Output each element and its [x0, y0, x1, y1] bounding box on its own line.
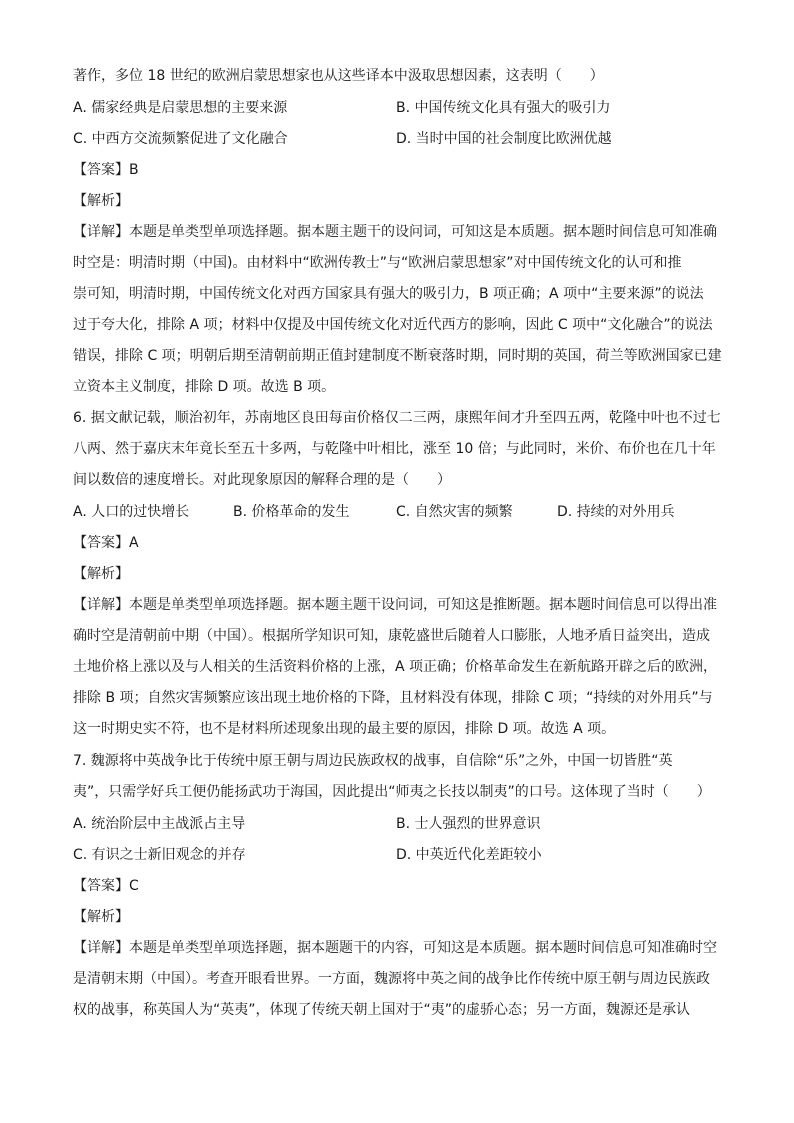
q6-stem-line: 间以数倍的速度增长。对此现象原因的解释合理的是（ ）	[73, 472, 451, 488]
q6-analysis-label: 【解析】	[73, 566, 129, 582]
q5-detail-line: 错误，排除 C 项；明朝后期至清朝前期正值封建制度不断衰落时期，同时期的英国，荷兰等欧洲国家已建	[73, 348, 722, 364]
q6-stem-line: 6. 据文献记载，顺治初年，苏南地区良田每亩价格仅二三两，康熙年间才升至四五两，乾隆中叶也不过七	[73, 410, 721, 426]
q6-option-b: B. 价格革命的发生	[233, 504, 350, 520]
q5-stem: 著作，多位 18 世纪的欧洲启蒙思想家也从这些译本中汲取思想因素，这表明（ ）	[73, 68, 604, 84]
q5-detail-line: 【详解】本题是单类型单项选择题。据本题主题干的设问词，可知这是本质题。据本题时间信息可知准确	[73, 224, 717, 240]
q5-option-d: D. 当时中国的社会制度比欧洲优越	[396, 131, 612, 147]
q7-stem-line: 夷”，只需学好兵工便仍能扬武功于海国，因此提出“师夷之长技以制夷”的口号。这体现了当时（ ）	[73, 784, 711, 800]
q6-detail-line: 确时空是清朝前中期（中国）。根据所学知识可知，康乾盛世后随着人口膨胀，人地矛盾日益突出，造成	[73, 628, 710, 644]
q6-stem-line: 八两、然于嘉庆末年竟长至五十多两，与乾隆中叶相比，涨至 10 倍；与此同时，米价、布价也在几十年	[73, 441, 716, 457]
q7-option-d: D. 中英近代化差距较小	[396, 847, 542, 863]
q7-stem-line: 7. 魏源将中英战争比于传统中原王朝与周边民族政权的战事，自信除“乐”之外，中国一切皆胜“英	[73, 753, 673, 769]
q6-answer: 【答案】A	[73, 535, 139, 551]
q7-option-c: C. 有识之士新旧观念的并存	[73, 847, 246, 863]
q6-detail-line: 这一时期史实不符，也不是材料所述现象出现的最主要的原因，排除 D 项。故选 A 项。	[73, 721, 616, 737]
q5-detail-line: 时空是：明清时期（中国)。由材料中“欧洲传教士”与“欧洲启蒙思想家”对中国传统文化的认可和推	[73, 255, 682, 271]
q6-option-a: A. 人口的过快增长	[73, 504, 190, 520]
q5-option-a: A. 儒家经典是启蒙思想的主要来源	[73, 100, 288, 116]
q5-detail-line: 过于夸大化，排除 A 项；材料中仅提及中国传统文化对近代西方的影响，因此 C 项中“文化融合”的说法	[73, 317, 713, 333]
q7-detail-line: 【详解】本题是单类型单项选择题，据本题题干的内容，可知这是本质题。据本题时间信息可知准确时空	[73, 940, 717, 956]
q7-option-a: A. 统治阶层中主战派占主导	[73, 816, 246, 832]
q6-detail-line: 【详解】本题是单类型单项选择题。据本题主题干设问词，可知这是推断题。据本题时间信息可以得出准	[73, 597, 717, 613]
q7-detail-line: 权的战事，称英国人为“英夷”，体现了传统天朝上国对于“夷”的虚骄心态；另一方面，魏源还是承认	[73, 1002, 691, 1018]
q5-option-b: B. 中国传统文化具有强大的吸引力	[396, 100, 611, 116]
q5-detail-line: 立资本主义制度，排除 D 项。故选 B 项。	[73, 379, 336, 395]
q6-detail-line: 土地价格上涨以及与人相关的生活资料价格的上涨，A 项正确；价格革命发生在新航路开辟之后的欧洲，	[73, 659, 718, 675]
q5-analysis-label: 【解析】	[73, 193, 129, 209]
q7-option-b: B. 士人强烈的世界意识	[396, 816, 541, 832]
q7-detail-line: 是清朝末期（中国）。考查开眼看世界。一方面，魏源将中英之间的战争比作传统中原王朝与周边民族政	[73, 971, 710, 987]
q6-option-c: C. 自然灾害的频繁	[396, 504, 513, 520]
q5-option-c: C. 中西方交流频繁促进了文化融合	[73, 131, 288, 147]
q5-answer: 【答案】B	[73, 162, 139, 178]
q6-detail-line: 排除 B 项；自然灾害频繁应该出现土地价格的下降，且材料没有体现，排除 C 项；“持续的对外用兵”与	[73, 690, 713, 706]
q7-analysis-label: 【解析】	[73, 909, 129, 925]
q5-detail-line: 崇可知，明清时期，中国传统文化对西方国家具有强大的吸引力，B 项正确；A 项中“主要来源”的说法	[73, 286, 704, 302]
q6-option-d: D. 持续的对外用兵	[557, 504, 675, 520]
q7-answer: 【答案】C	[73, 878, 139, 894]
